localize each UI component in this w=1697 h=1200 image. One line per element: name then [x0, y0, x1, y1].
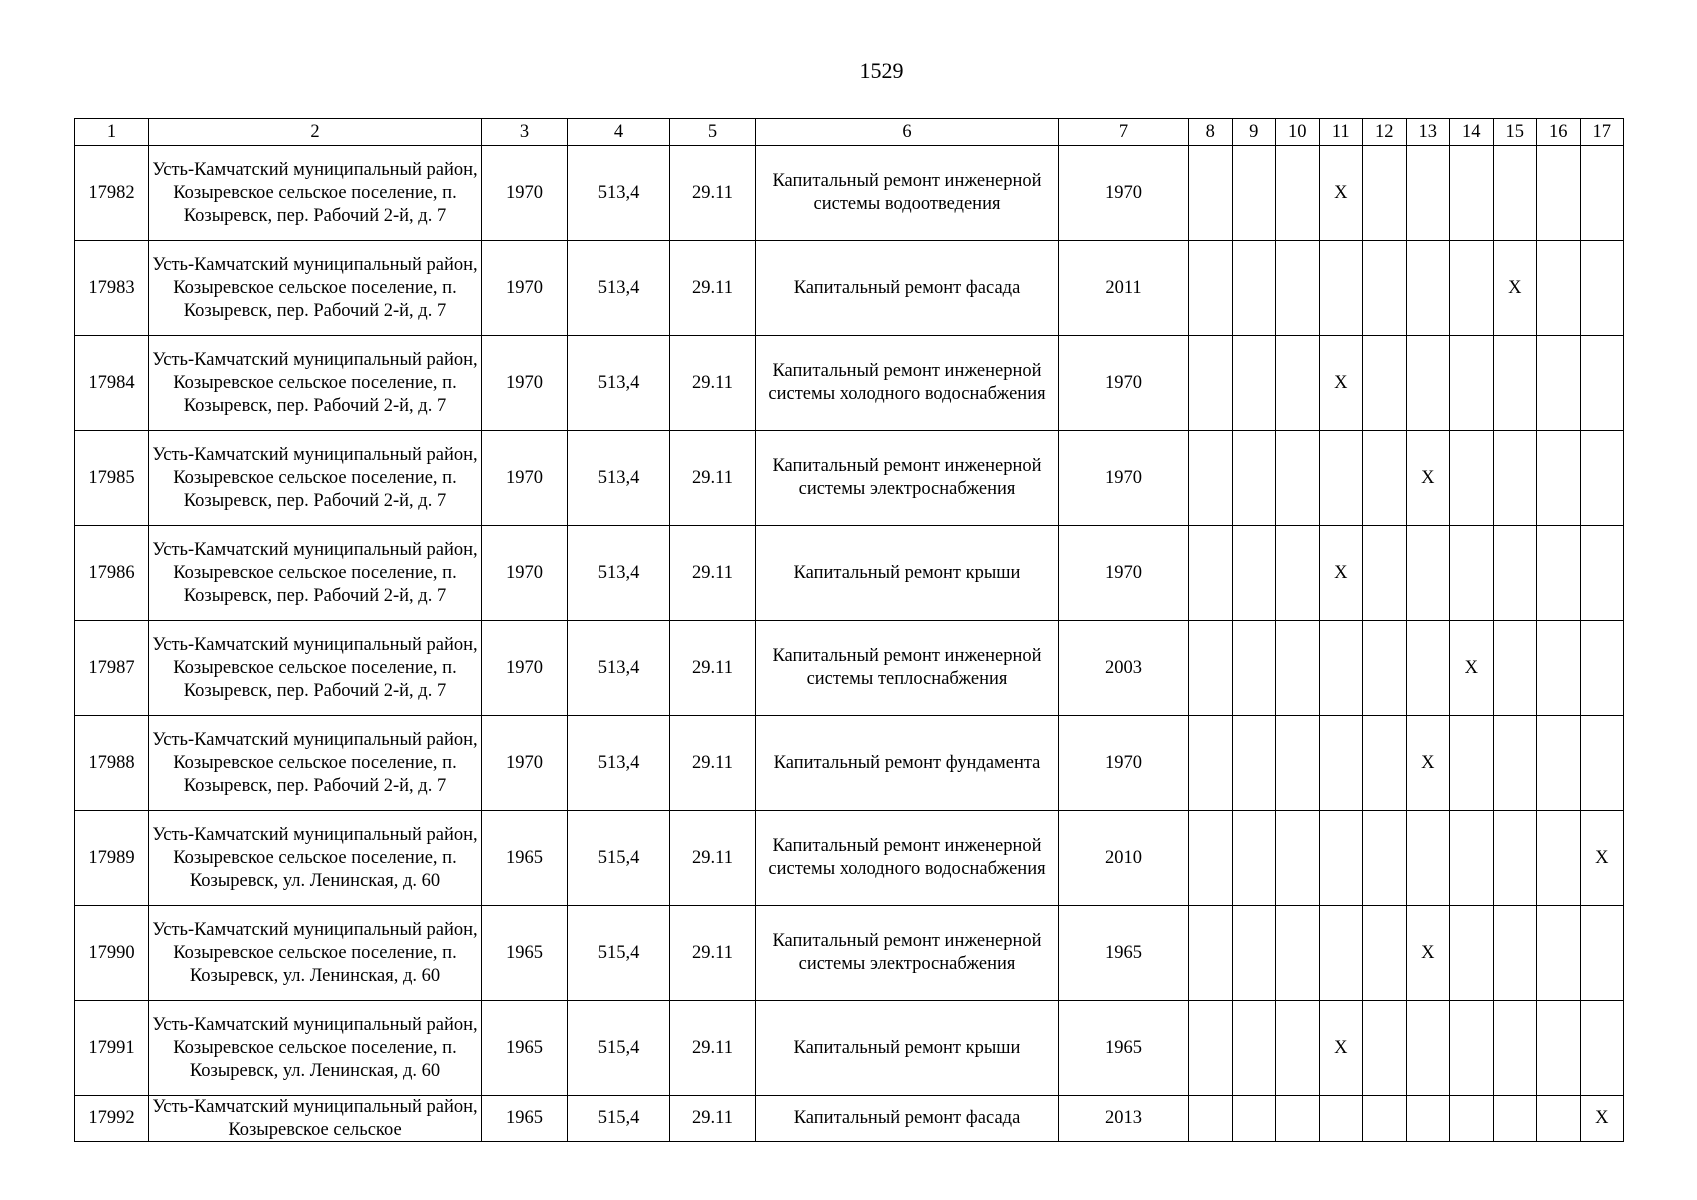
period-mark-cell-17	[1580, 1001, 1624, 1096]
code-cell: 29.11	[670, 431, 756, 526]
page-number: 1529	[859, 58, 904, 83]
row-number-cell: 17991	[75, 1001, 149, 1096]
address-text: Усть-Камчатский муниципальный район, Козыревское сельское поселение, п. Козыревск, ул. Ленинская, д. 60	[152, 1014, 478, 1081]
year-cell: 2011	[1059, 241, 1189, 336]
address-cell	[149, 621, 482, 716]
period-mark-cell-15	[1493, 1096, 1537, 1142]
period-mark-cell-17	[1580, 906, 1624, 1001]
column-header-6: 6	[756, 119, 1059, 146]
work-type-cell: Капитальный ремонт инженерной системы холодного водоснабжения	[756, 336, 1059, 431]
year-cell: 1965	[1059, 906, 1189, 1001]
column-header-8: 8	[1189, 119, 1233, 146]
area-cell: 515,4	[568, 811, 670, 906]
work-type-cell: Капитальный ремонт фундамента	[756, 716, 1059, 811]
address-text: Усть-Камчатский муниципальный район, Козыревское сельское поселение, п. Козыревск, пер. Рабочий 2-й, д. 7	[152, 729, 478, 796]
code-cell: 29.11	[670, 716, 756, 811]
period-mark-cell-11	[1319, 241, 1363, 336]
area-cell: 515,4	[568, 1096, 670, 1142]
address-text: Усть-Камчатский муниципальный район, Козыревское сельское поселение, п. Козыревск, пер. Рабочий 2-й, д. 7	[152, 539, 478, 606]
address-text: Усть-Камчатский муниципальный район, Козыревское сельское поселение, п. Козыревск, пер. Рабочий 2-й, д. 7	[152, 349, 478, 416]
period-mark-cell-8	[1189, 716, 1233, 811]
area-cell: 513,4	[568, 336, 670, 431]
period-mark-cell-13	[1406, 336, 1450, 431]
area-cell: 513,4	[568, 241, 670, 336]
row-number-cell: 17982	[75, 146, 149, 241]
year-cell: 2010	[1059, 811, 1189, 906]
table-row	[75, 716, 1624, 811]
period-mark-cell-9	[1232, 1001, 1276, 1096]
period-mark-cell-13	[1406, 1001, 1450, 1096]
period-mark-cell-11: X	[1319, 336, 1363, 431]
period-mark-cell-15	[1493, 716, 1537, 811]
address-text: Усть-Камчатский муниципальный район, Козыревское сельское	[152, 1097, 478, 1140]
address-text: Усть-Камчатский муниципальный район, Козыревское сельское поселение, п. Козыревск, пер. Рабочий 2-й, д. 7	[152, 159, 478, 226]
register-table	[74, 118, 1624, 1142]
table-row	[75, 1001, 1624, 1096]
period-mark-cell-15	[1493, 146, 1537, 241]
period-mark-cell-15: X	[1493, 241, 1537, 336]
period-mark-cell-13: X	[1406, 906, 1450, 1001]
period-mark-cell-14	[1450, 716, 1494, 811]
period-mark-cell-16	[1537, 621, 1581, 716]
code-cell: 29.11	[670, 1096, 756, 1142]
period-mark-cell-13	[1406, 146, 1450, 241]
period-mark-cell-9	[1232, 906, 1276, 1001]
address-cell	[149, 716, 482, 811]
period-mark-cell-17: X	[1580, 1096, 1624, 1142]
period-mark-cell-9	[1232, 621, 1276, 716]
year-cell: 1970	[1059, 146, 1189, 241]
period-mark-cell-14	[1450, 1001, 1494, 1096]
address-cell	[149, 241, 482, 336]
period-mark-cell-10	[1276, 621, 1320, 716]
period-mark-cell-16	[1537, 1096, 1581, 1142]
commission-year-cell: 1970	[482, 526, 568, 621]
period-mark-cell-17	[1580, 526, 1624, 621]
period-mark-cell-16	[1537, 1001, 1581, 1096]
address-cell	[149, 336, 482, 431]
commission-year-cell: 1970	[482, 146, 568, 241]
area-cell: 515,4	[568, 1001, 670, 1096]
work-type-cell: Капитальный ремонт инженерной системы электроснабжения	[756, 431, 1059, 526]
address-cell	[149, 1096, 482, 1142]
code-cell: 29.11	[670, 811, 756, 906]
period-mark-cell-13	[1406, 1096, 1450, 1142]
commission-year-cell: 1970	[482, 431, 568, 526]
address-text: Усть-Камчатский муниципальный район, Козыревское сельское поселение, п. Козыревск, пер. Рабочий 2-й, д. 7	[152, 444, 478, 511]
area-cell: 513,4	[568, 621, 670, 716]
work-type-cell: Капитальный ремонт инженерной системы теплоснабжения	[756, 621, 1059, 716]
period-mark-cell-12	[1363, 811, 1407, 906]
column-header-13: 13	[1406, 119, 1450, 146]
column-header-17: 17	[1580, 119, 1624, 146]
row-number-cell: 17986	[75, 526, 149, 621]
period-mark-cell-14	[1450, 431, 1494, 526]
area-cell: 513,4	[568, 146, 670, 241]
address-text: Усть-Камчатский муниципальный район, Козыревское сельское поселение, п. Козыревск, ул. Ленинская, д. 60	[152, 824, 478, 891]
column-header-14: 14	[1450, 119, 1494, 146]
period-mark-cell-11	[1319, 1096, 1363, 1142]
row-number-cell: 17988	[75, 716, 149, 811]
commission-year-cell: 1970	[482, 241, 568, 336]
period-mark-cell-15	[1493, 811, 1537, 906]
column-header-5: 5	[670, 119, 756, 146]
column-header-1: 1	[75, 119, 149, 146]
period-mark-cell-10	[1276, 241, 1320, 336]
period-mark-cell-11	[1319, 906, 1363, 1001]
commission-year-cell: 1970	[482, 621, 568, 716]
period-mark-cell-9	[1232, 336, 1276, 431]
period-mark-cell-13	[1406, 811, 1450, 906]
period-mark-cell-15	[1493, 336, 1537, 431]
year-cell: 2013	[1059, 1096, 1189, 1142]
column-header-3: 3	[482, 119, 568, 146]
period-mark-cell-9	[1232, 146, 1276, 241]
address-cell	[149, 1001, 482, 1096]
period-mark-cell-12	[1363, 621, 1407, 716]
period-mark-cell-11	[1319, 811, 1363, 906]
period-mark-cell-10	[1276, 336, 1320, 431]
year-cell: 1970	[1059, 431, 1189, 526]
period-mark-cell-14: X	[1450, 621, 1494, 716]
commission-year-cell: 1970	[482, 716, 568, 811]
column-header-12: 12	[1363, 119, 1407, 146]
period-mark-cell-10	[1276, 526, 1320, 621]
code-cell: 29.11	[670, 336, 756, 431]
period-mark-cell-10	[1276, 146, 1320, 241]
table-row	[75, 526, 1624, 621]
period-mark-cell-11: X	[1319, 146, 1363, 241]
period-mark-cell-17	[1580, 621, 1624, 716]
period-mark-cell-17	[1580, 431, 1624, 526]
period-mark-cell-16	[1537, 241, 1581, 336]
address-cell	[149, 906, 482, 1001]
period-mark-cell-10	[1276, 1001, 1320, 1096]
period-mark-cell-12	[1363, 1096, 1407, 1142]
row-number-cell: 17987	[75, 621, 149, 716]
column-header-4: 4	[568, 119, 670, 146]
period-mark-cell-12	[1363, 431, 1407, 526]
commission-year-cell: 1970	[482, 336, 568, 431]
period-mark-cell-17	[1580, 336, 1624, 431]
period-mark-cell-9	[1232, 526, 1276, 621]
period-mark-cell-15	[1493, 906, 1537, 1001]
table-row	[75, 906, 1624, 1001]
period-mark-cell-12	[1363, 336, 1407, 431]
period-mark-cell-11	[1319, 431, 1363, 526]
period-mark-cell-16	[1537, 716, 1581, 811]
period-mark-cell-14	[1450, 336, 1494, 431]
column-header-10: 10	[1276, 119, 1320, 146]
period-mark-cell-13	[1406, 241, 1450, 336]
header-row	[75, 119, 1624, 146]
period-mark-cell-16	[1537, 526, 1581, 621]
period-mark-cell-9	[1232, 241, 1276, 336]
table-row	[75, 241, 1624, 336]
work-type-cell: Капитальный ремонт крыши	[756, 526, 1059, 621]
table-row	[75, 146, 1624, 241]
column-header-2: 2	[149, 119, 482, 146]
work-type-cell: Капитальный ремонт инженерной системы холодного водоснабжения	[756, 811, 1059, 906]
period-mark-cell-9	[1232, 431, 1276, 526]
period-mark-cell-16	[1537, 336, 1581, 431]
table-body	[75, 119, 1624, 1142]
column-header-7: 7	[1059, 119, 1189, 146]
period-mark-cell-12	[1363, 146, 1407, 241]
year-cell: 1970	[1059, 716, 1189, 811]
area-cell: 515,4	[568, 906, 670, 1001]
row-number-cell: 17983	[75, 241, 149, 336]
year-cell: 1970	[1059, 526, 1189, 621]
period-mark-cell-17	[1580, 146, 1624, 241]
code-cell: 29.11	[670, 621, 756, 716]
period-mark-cell-14	[1450, 1096, 1494, 1142]
period-mark-cell-13: X	[1406, 431, 1450, 526]
area-cell: 513,4	[568, 716, 670, 811]
period-mark-cell-15	[1493, 621, 1537, 716]
period-mark-cell-10	[1276, 1096, 1320, 1142]
period-mark-cell-9	[1232, 811, 1276, 906]
period-mark-cell-11	[1319, 716, 1363, 811]
address-cell	[149, 146, 482, 241]
period-mark-cell-8	[1189, 1001, 1233, 1096]
table-row	[75, 811, 1624, 906]
code-cell: 29.11	[670, 241, 756, 336]
period-mark-cell-11	[1319, 621, 1363, 716]
area-cell: 513,4	[568, 431, 670, 526]
period-mark-cell-12	[1363, 1001, 1407, 1096]
row-number-cell: 17992	[75, 1096, 149, 1142]
period-mark-cell-8	[1189, 146, 1233, 241]
work-type-cell: Капитальный ремонт инженерной системы водоотведения	[756, 146, 1059, 241]
table-row	[75, 431, 1624, 526]
period-mark-cell-8	[1189, 621, 1233, 716]
period-mark-cell-16	[1537, 431, 1581, 526]
period-mark-cell-8	[1189, 526, 1233, 621]
period-mark-cell-10	[1276, 431, 1320, 526]
period-mark-cell-10	[1276, 811, 1320, 906]
row-number-cell: 17984	[75, 336, 149, 431]
work-type-cell: Капитальный ремонт крыши	[756, 1001, 1059, 1096]
period-mark-cell-12	[1363, 526, 1407, 621]
period-mark-cell-14	[1450, 811, 1494, 906]
period-mark-cell-15	[1493, 1001, 1537, 1096]
period-mark-cell-14	[1450, 526, 1494, 621]
code-cell: 29.11	[670, 1001, 756, 1096]
address-cell	[149, 811, 482, 906]
address-cell	[149, 431, 482, 526]
work-type-cell: Капитальный ремонт инженерной системы электроснабжения	[756, 906, 1059, 1001]
commission-year-cell: 1965	[482, 811, 568, 906]
period-mark-cell-17	[1580, 241, 1624, 336]
period-mark-cell-11: X	[1319, 526, 1363, 621]
period-mark-cell-9	[1232, 716, 1276, 811]
period-mark-cell-17: X	[1580, 811, 1624, 906]
table-row	[75, 621, 1624, 716]
period-mark-cell-8	[1189, 431, 1233, 526]
period-mark-cell-17	[1580, 716, 1624, 811]
period-mark-cell-13	[1406, 526, 1450, 621]
period-mark-cell-12	[1363, 716, 1407, 811]
period-mark-cell-12	[1363, 241, 1407, 336]
period-mark-cell-12	[1363, 906, 1407, 1001]
table-row	[75, 1096, 1624, 1142]
area-cell: 513,4	[568, 526, 670, 621]
column-header-11: 11	[1319, 119, 1363, 146]
period-mark-cell-13: X	[1406, 716, 1450, 811]
address-text: Усть-Камчатский муниципальный район, Козыревское сельское поселение, п. Козыревск, пер. Рабочий 2-й, д. 7	[152, 254, 478, 321]
row-number-cell: 17989	[75, 811, 149, 906]
period-mark-cell-8	[1189, 811, 1233, 906]
row-number-cell: 17985	[75, 431, 149, 526]
period-mark-cell-15	[1493, 526, 1537, 621]
period-mark-cell-16	[1537, 906, 1581, 1001]
address-text: Усть-Камчатский муниципальный район, Козыревское сельское поселение, п. Козыревск, ул. Ленинская, д. 60	[152, 919, 478, 986]
period-mark-cell-11: X	[1319, 1001, 1363, 1096]
period-mark-cell-15	[1493, 431, 1537, 526]
work-type-cell: Капитальный ремонт фасада	[756, 1096, 1059, 1142]
period-mark-cell-8	[1189, 906, 1233, 1001]
commission-year-cell: 1965	[482, 906, 568, 1001]
table-row	[75, 336, 1624, 431]
row-number-cell: 17990	[75, 906, 149, 1001]
column-header-16: 16	[1537, 119, 1581, 146]
commission-year-cell: 1965	[482, 1096, 568, 1142]
column-header-9: 9	[1232, 119, 1276, 146]
period-mark-cell-8	[1189, 1096, 1233, 1142]
period-mark-cell-14	[1450, 906, 1494, 1001]
code-cell: 29.11	[670, 526, 756, 621]
code-cell: 29.11	[670, 146, 756, 241]
code-cell: 29.11	[670, 906, 756, 1001]
period-mark-cell-13	[1406, 621, 1450, 716]
address-cell	[149, 526, 482, 621]
year-cell: 1965	[1059, 1001, 1189, 1096]
period-mark-cell-8	[1189, 241, 1233, 336]
commission-year-cell: 1965	[482, 1001, 568, 1096]
period-mark-cell-10	[1276, 906, 1320, 1001]
period-mark-cell-16	[1537, 811, 1581, 906]
work-type-cell: Капитальный ремонт фасада	[756, 241, 1059, 336]
period-mark-cell-9	[1232, 1096, 1276, 1142]
year-cell: 1970	[1059, 336, 1189, 431]
period-mark-cell-14	[1450, 146, 1494, 241]
period-mark-cell-16	[1537, 146, 1581, 241]
period-mark-cell-10	[1276, 716, 1320, 811]
address-text: Усть-Камчатский муниципальный район, Козыревское сельское поселение, п. Козыревск, пер. Рабочий 2-й, д. 7	[152, 634, 478, 701]
period-mark-cell-8	[1189, 336, 1233, 431]
year-cell: 2003	[1059, 621, 1189, 716]
column-header-15: 15	[1493, 119, 1537, 146]
period-mark-cell-14	[1450, 241, 1494, 336]
